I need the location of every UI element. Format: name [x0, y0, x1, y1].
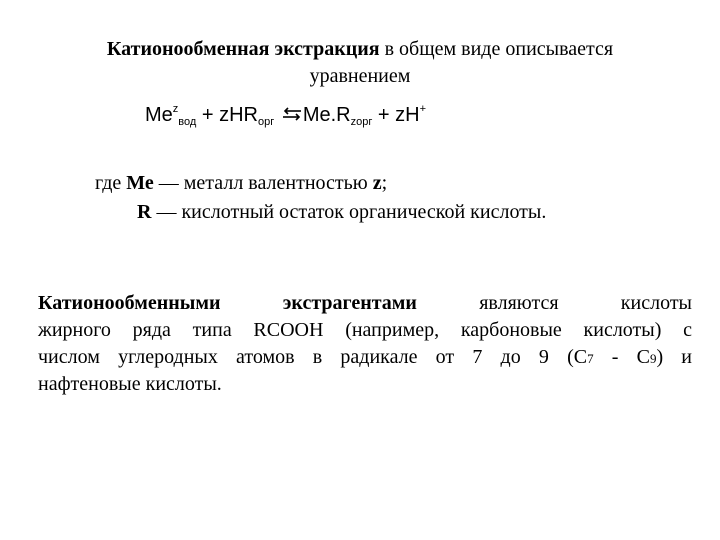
eq-reagent-phase: орг [258, 116, 275, 128]
paragraph-line-1-text: являются кислоты [479, 292, 692, 314]
definition-prefix: где [95, 172, 127, 194]
definition-me-end: ; [381, 172, 388, 194]
eq-reagent: + zHR [196, 104, 258, 126]
title-bold: Катионообменная экстракция [106, 38, 380, 60]
definition-r [137, 199, 546, 226]
eq-proton: + zH [372, 104, 420, 126]
carbon-count-9: 9 [649, 351, 657, 366]
definition-me-symbol: Ме [126, 172, 154, 194]
eq-product-phase: zорг [350, 116, 373, 128]
eq-product: Me.R [302, 104, 351, 126]
eq-me: Me [145, 104, 173, 126]
paragraph-line-3-b: - С [593, 346, 650, 368]
paragraph-line-2: жирного ряда типа RCOOH (например, карбоновые кислоты) с [38, 319, 692, 341]
definition-z-symbol: z [372, 172, 382, 194]
extractants-paragraph [38, 290, 692, 398]
paragraph-line-3-c: ) и [656, 346, 692, 368]
definition-r-symbol: R [137, 201, 152, 223]
equilibrium-arrow-icon [282, 107, 302, 121]
paragraph-line-4: нафтеновые кислоты. [38, 373, 222, 395]
definition-r-text: — кислотный остаток органической кислоты. [151, 201, 547, 223]
paragraph-bold-term-2: экстрагентами [282, 292, 417, 314]
eq-proton-charge: + [419, 103, 427, 115]
reaction-equation [145, 103, 545, 127]
eq-me-phase: вод [178, 116, 197, 128]
carbon-count-7: 7 [587, 351, 594, 366]
paragraph-bold-term-1: Катионообменными [38, 292, 221, 314]
title-line2: уравнением [309, 65, 411, 87]
title-rest: в общем виде описывается [379, 38, 614, 60]
definition-me-text: — металл валентностью [153, 172, 373, 194]
eq-me-charge: z [172, 103, 179, 115]
definition-me [95, 170, 387, 197]
slide-title [40, 36, 680, 90]
paragraph-line-3-a: числом углеродных атомов в радикале от 7 до 9 (С [38, 346, 588, 368]
paragraph-line-1 [38, 290, 692, 317]
paragraph-line-3 [38, 344, 692, 371]
